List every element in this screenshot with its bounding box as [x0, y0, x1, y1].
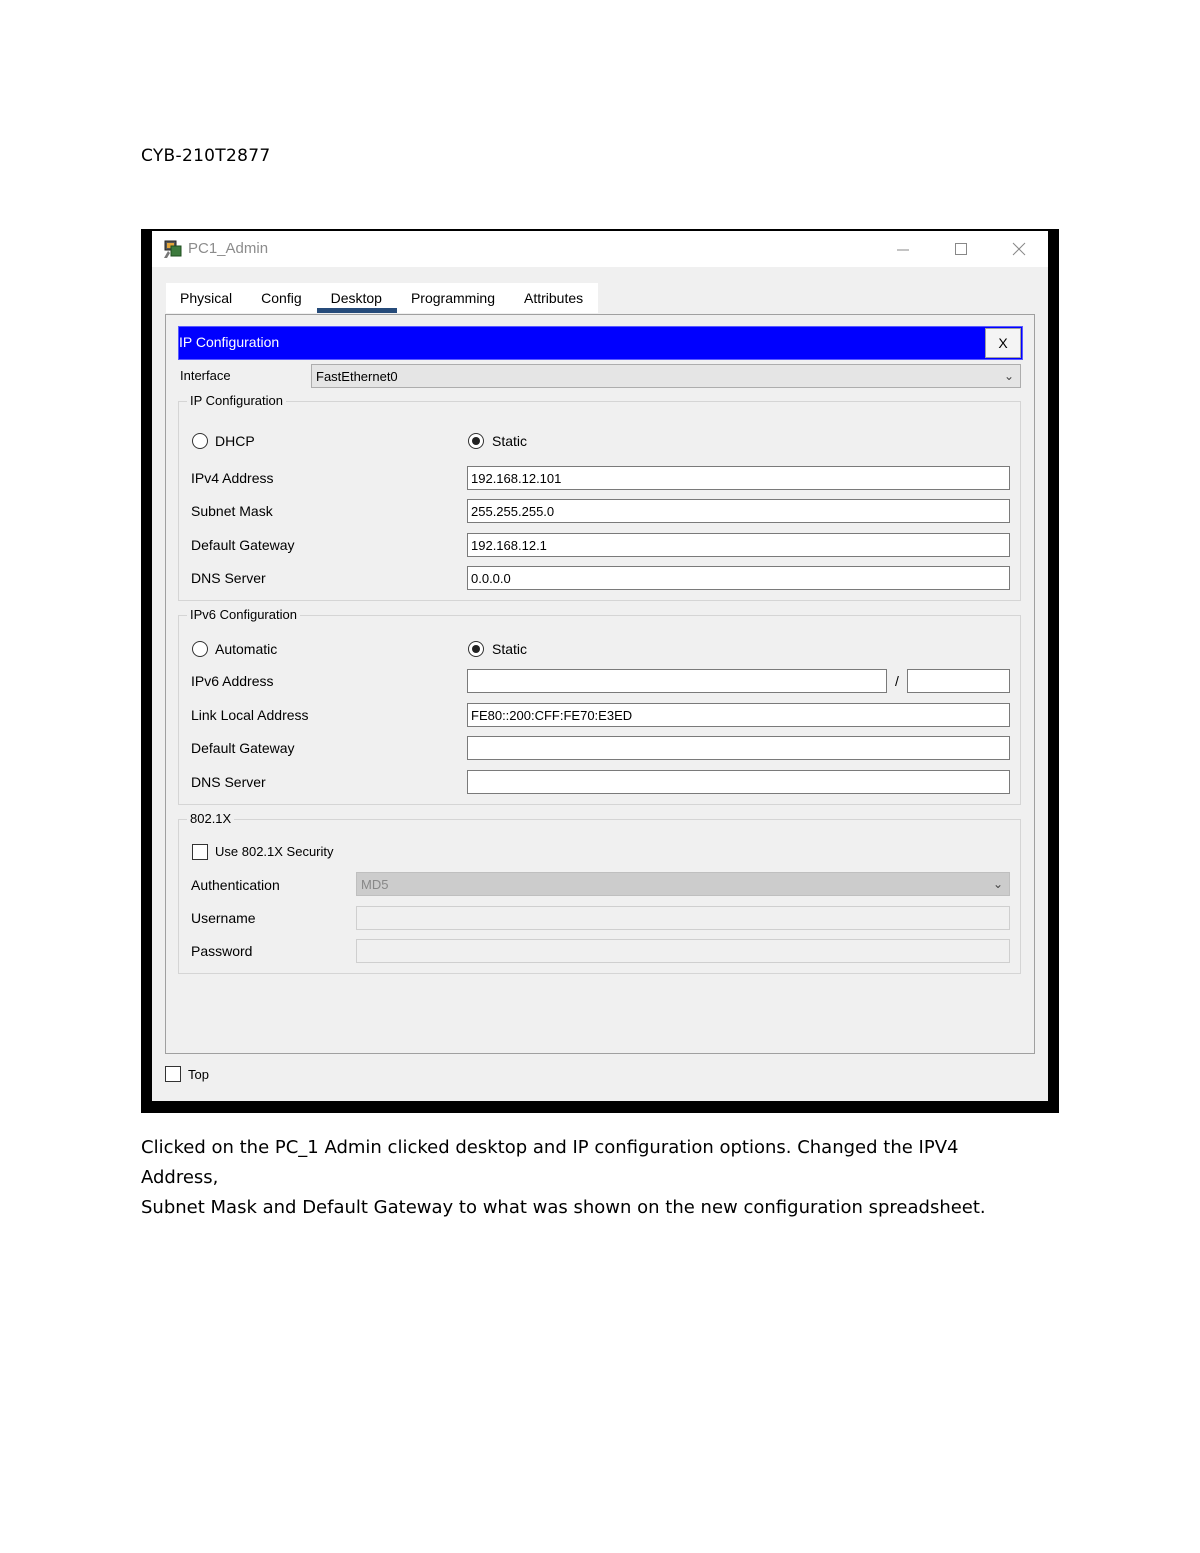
ipv4-default-gateway-label: Default Gateway	[191, 537, 295, 553]
window-title: PC1_Admin	[188, 240, 269, 257]
tab-programming[interactable]: Programming	[410, 290, 495, 306]
ipv6-dns-server-label: DNS Server	[191, 774, 266, 790]
ipv6-default-gateway-label: Default Gateway	[191, 740, 295, 756]
maximize-icon	[954, 242, 968, 256]
caption-line-2: Subnet Mask and Default Gateway to what was shown on the new configuration spreadsheet.	[141, 1197, 986, 1218]
chevron-down-icon: ⌄	[992, 877, 1003, 891]
close-icon	[1012, 242, 1026, 256]
password-input[interactable]	[356, 939, 1010, 963]
minimize-button[interactable]	[875, 231, 931, 267]
authentication-value: MD5	[361, 877, 389, 892]
ipv6-automatic-radio[interactable]	[192, 641, 208, 657]
ipv6-config-group	[178, 607, 1021, 805]
username-input[interactable]	[356, 906, 1010, 930]
ipv6-group-title: IPv6 Configuration	[187, 607, 300, 622]
maximize-button[interactable]	[933, 231, 989, 267]
tab-desktop[interactable]: Desktop	[317, 283, 397, 313]
use-dot1x-checkbox[interactable]	[192, 844, 208, 860]
password-label: Password	[191, 943, 253, 959]
ipv6-address-label: IPv6 Address	[191, 673, 274, 689]
ipv4-default-gateway-input[interactable]: 192.168.12.1	[467, 533, 1010, 557]
dot1x-group-title: 802.1X	[187, 811, 234, 826]
tab-attributes[interactable]: Attributes	[524, 290, 584, 306]
close-button[interactable]	[991, 231, 1047, 267]
interface-value: FastEthernet0	[316, 369, 398, 384]
ipv6-static-label: Static	[492, 641, 528, 657]
ipv4-dns-server-input[interactable]: 0.0.0.0	[467, 566, 1010, 590]
ip-config-close-button[interactable]: X	[985, 328, 1021, 358]
document-header: CYB-210T2877	[141, 146, 271, 166]
ipv4-config-group	[178, 393, 1021, 601]
interface-label: Interface	[180, 368, 231, 383]
ipv4-group-title: IP Configuration	[187, 393, 286, 408]
dhcp-label: DHCP	[215, 433, 255, 449]
ipv6-dns-server-input[interactable]	[467, 770, 1010, 794]
username-label: Username	[191, 910, 256, 926]
ipv6-static-radio[interactable]	[468, 641, 484, 657]
ipv6-automatic-label: Automatic	[215, 641, 278, 657]
ipv4-dns-server-label: DNS Server	[191, 570, 266, 586]
use-dot1x-label: Use 802.1X Security	[215, 844, 334, 859]
top-checkbox[interactable]	[165, 1066, 181, 1082]
ipv4-static-label: Static	[492, 433, 528, 449]
link-local-address-input[interactable]: FE80::200:CFF:FE70:E3ED	[467, 703, 1010, 727]
prefix-slash: /	[895, 673, 899, 689]
pc-icon	[162, 238, 184, 260]
tab-bar	[166, 283, 598, 313]
ipv6-prefix-input[interactable]	[907, 669, 1010, 693]
interface-select[interactable]	[311, 364, 1021, 388]
ip-configuration-title: IP Configuration	[179, 334, 280, 350]
title-bar[interactable]	[152, 231, 1048, 267]
ip-configuration-titlebar	[178, 326, 1023, 360]
tab-physical[interactable]: Physical	[180, 290, 233, 306]
ipv6-address-input[interactable]	[467, 669, 887, 693]
ipv4-static-radio[interactable]	[468, 433, 484, 449]
ipv6-default-gateway-input[interactable]	[467, 736, 1010, 760]
subnet-mask-label: Subnet Mask	[191, 503, 273, 519]
top-label: Top	[188, 1067, 209, 1082]
link-local-address-label: Link Local Address	[191, 707, 309, 723]
chevron-down-icon: ⌄	[1003, 369, 1014, 383]
tab-config[interactable]: Config	[261, 290, 302, 306]
pc1-admin-window	[152, 231, 1048, 1101]
ipv4-address-input[interactable]: 192.168.12.101	[467, 466, 1010, 490]
dot1x-group	[178, 811, 1021, 974]
caption-line-1: Clicked on the PC_1 Admin clicked desktop and IP configuration options. Changed the IPV4 Address,	[141, 1137, 959, 1188]
ipv4-address-label: IPv4 Address	[191, 470, 274, 486]
subnet-mask-input[interactable]: 255.255.255.0	[467, 499, 1010, 523]
desktop-content-panel	[165, 314, 1035, 1054]
document-caption	[141, 1133, 1041, 1223]
minimize-icon	[896, 242, 910, 256]
dhcp-radio[interactable]	[192, 433, 208, 449]
authentication-select[interactable]	[356, 872, 1010, 896]
authentication-label: Authentication	[191, 877, 280, 893]
